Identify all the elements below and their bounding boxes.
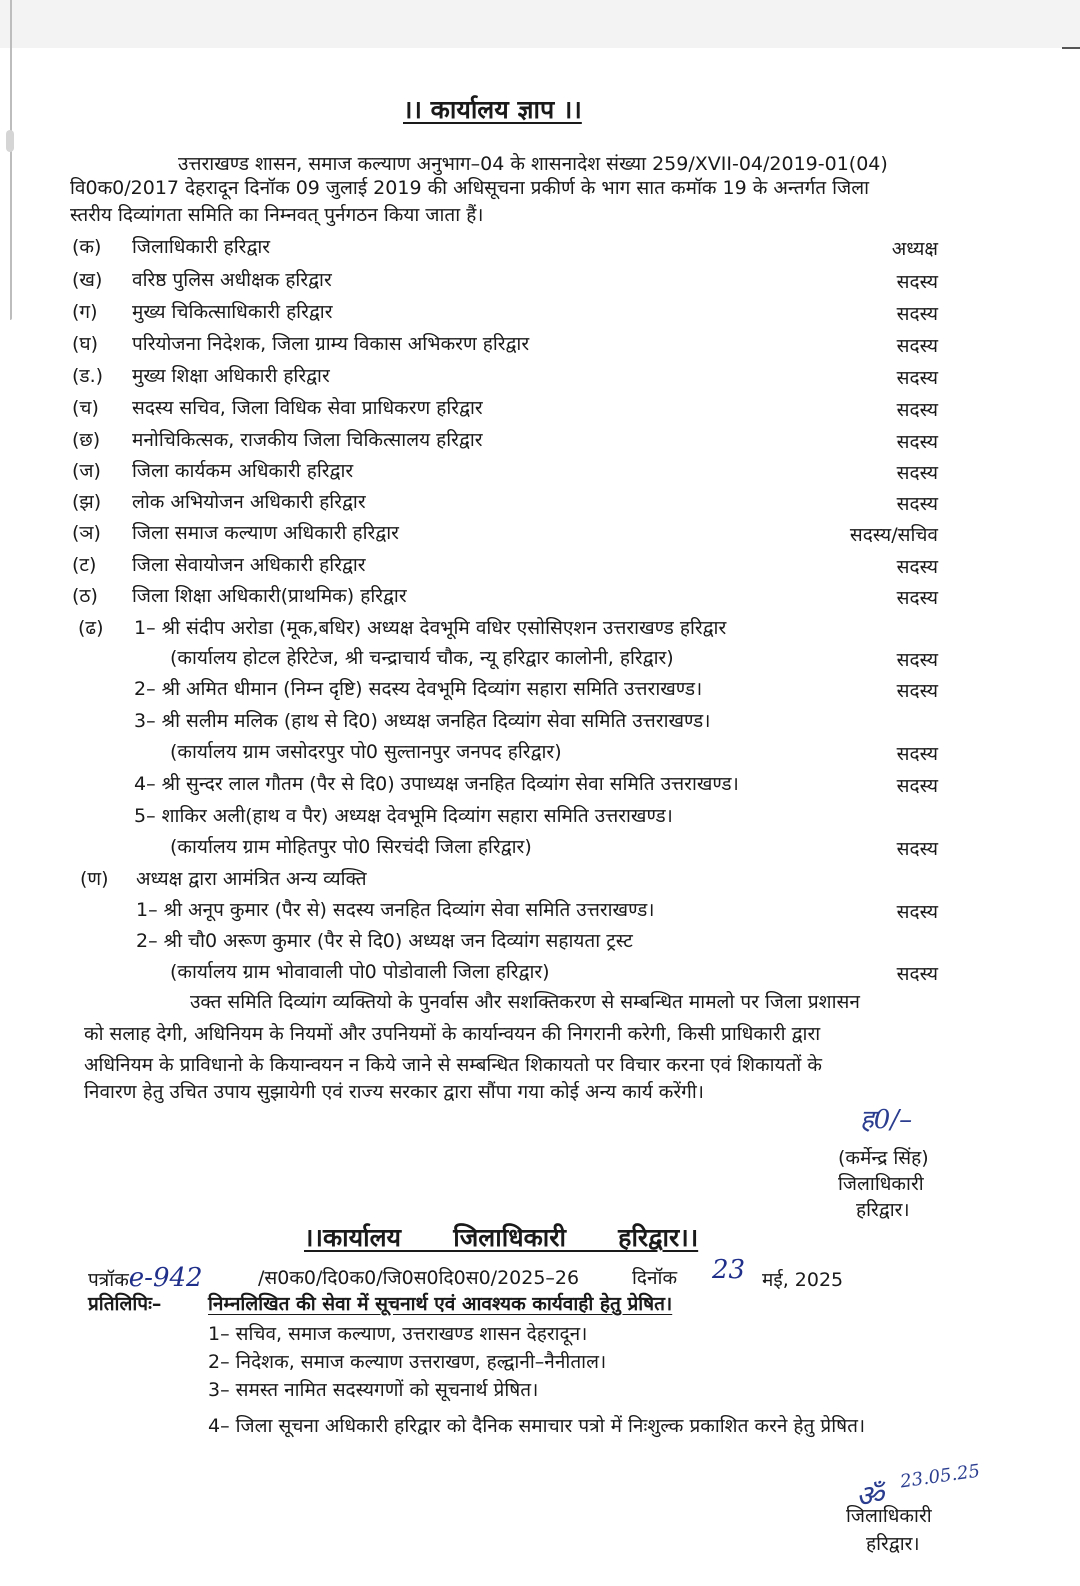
- closing-line-3: अधिनियम के प्राविधानो के कियान्वयन न किये जाने से सम्बन्धित शिकायतो पर विचार करना एवं शिकायतों के: [84, 1054, 822, 1076]
- group-dha-line: (कार्यालय ग्राम मोहितपुर पो0 सिरचंदी जिला हरिद्वार): [170, 836, 532, 858]
- cc-item-3: 3– समस्त नामित सदस्यगणों को सूचनार्थ प्रेषित।: [208, 1379, 539, 1401]
- member-item: मुख्य शिक्षा अधिकारी हरिद्वार: [132, 365, 330, 387]
- member-item: सदस्य सचिव, जिला विधिक सेवा प्राधिकरण हरिद्वार: [132, 397, 483, 419]
- member-item: मनोचिकित्सक, राजकीय जिला चिकित्सालय हरिद्वार: [132, 429, 483, 451]
- date-label: दिनॉक: [632, 1267, 678, 1289]
- member-role: सदस्य: [896, 838, 938, 860]
- group-dha-line: (कार्यालय ग्राम जसोदरपुर पो0 सुल्तानपुर जनपद हरिद्वार): [170, 741, 562, 763]
- item-marker: (ज): [72, 460, 101, 482]
- member-role: सदस्य: [896, 335, 938, 357]
- closing-line-4: निवारण हेतु उचित उपाय सुझायेगी एवं राज्य सरकार द्वारा सौंपा गया कोई अन्य कार्य करेंगी।: [84, 1081, 704, 1103]
- member-role: सदस्य: [896, 399, 938, 421]
- left-page-edge: [10, 0, 12, 320]
- cc-item-2: 2– निदेशक, समाज कल्याण उत्तराखण, हल्द्वानी–नैनीताल।: [208, 1351, 607, 1373]
- member-role: सदस्य: [896, 431, 938, 453]
- item-marker: (घ): [72, 333, 99, 355]
- member-role: सदस्य: [896, 901, 938, 923]
- member-role: सदस्य/सचिव: [849, 524, 938, 546]
- closing-line-2: को सलाह देगी, अधिनियम के नियमों और उपनियमों के कार्यान्वयन की निगरानी करेगी, किसी प्राधिकारी द्वारा: [84, 1023, 821, 1045]
- member-item: जिला सेवायोजन अधिकारी हरिद्वार: [132, 554, 366, 576]
- group-dha-line: 5– शाकिर अली(हाथ व पैर) अध्यक्ष देवभूमि दिव्यांग सहारा समिति उत्तराखण्ड।: [134, 805, 673, 827]
- member-item: परियोजना निदेशक, जिला ग्राम्य विकास अभिकरण हरिद्वार: [132, 333, 530, 355]
- member-role: सदस्य: [896, 462, 938, 484]
- signatory-designation: जिलाधिकारी: [838, 1173, 924, 1195]
- member-item: लोक अभियोजन अधिकारी हरिद्वार: [132, 491, 366, 513]
- signature-mark: ह0/–: [860, 1105, 913, 1135]
- member-role: सदस्य: [896, 556, 938, 578]
- item-marker: (च): [72, 397, 99, 419]
- date-day-handwritten: 23: [712, 1255, 746, 1285]
- member-item: जिला समाज कल्याण अधिकारी हरिद्वार: [132, 522, 399, 544]
- group-na-line: 1– श्री अनूप कुमार (पैर से) सदस्य जनहित दिव्यांग सेवा समिति उत्तराखण्ड।: [136, 899, 655, 921]
- group-dha-line: (कार्यालय होटल हेरिटेज, श्री चन्द्राचार्य चौक, न्यू हरिद्वार कालोनी, हरिद्वार): [170, 647, 674, 669]
- group-dha-line: 4– श्री सुन्दर लाल गौतम (पैर से दि0) उपाध्यक्ष जनहित दिव्यांग सेवा समिति उत्तराखण्ड।: [134, 773, 739, 795]
- letter-prefix: पत्रॉक: [88, 1269, 129, 1291]
- member-item: जिला कार्यकम अधिकारी हरिद्वार: [132, 460, 354, 482]
- member-role: अध्यक्ष: [891, 238, 938, 260]
- item-marker: (छ): [72, 429, 101, 451]
- signatory-place: हरिद्वार।: [856, 1199, 910, 1221]
- item-marker: (ठ): [72, 585, 98, 607]
- signature-date-handwritten: 23.05.25: [898, 1460, 982, 1493]
- group-dha-line: 2– श्री अमित धीमान (निम्न दृष्टि) सदस्य देवभूमि दिव्यांग सहारा समिति उत्तराखण्ड।: [134, 678, 703, 700]
- letter-reference: /स0क0/दि0क0/जि0स0दि0स0/2025–26: [258, 1267, 580, 1289]
- date-month-year: मई, 2025: [762, 1269, 844, 1291]
- letter-number-row: [88, 1263, 203, 1293]
- member-role: सदस्य: [896, 743, 938, 765]
- member-item: मुख्य चिकित्साधिकारी हरिद्वार: [132, 301, 333, 323]
- cc-heading: निम्नलिखित की सेवा में सूचनार्थ एवं आवश्यक कार्यवाही हेतु प्रेषित।: [208, 1293, 673, 1315]
- viewer-top-bar: [0, 0, 1080, 48]
- cc-item-1: 1– सचिव, समाज कल्याण, उत्तराखण्ड शासन देहरादून।: [208, 1323, 588, 1345]
- memo-intro-line-2: वि0क0/2017 देहरादून दिनॉक 09 जुलाई 2019 की अधिसूचना प्रकीर्ण के भाग सात कमॉक 19 के अन्तर्गत जिला: [70, 177, 869, 199]
- group-dha-line: 1– श्री संदीप अरोडा (मूक,बधिर) अध्यक्ष देवभूमि वधिर एसोसिएशन उत्तराखण्ड हरिद्वार: [134, 617, 727, 639]
- item-marker: (ख): [72, 269, 103, 291]
- office-signatory-place: हरिद्वार।: [866, 1533, 920, 1555]
- item-marker: (ड.): [72, 365, 104, 387]
- left-edge-knob: [6, 130, 14, 152]
- member-role: सदस्य: [896, 303, 938, 325]
- cc-item-4: 4– जिला सूचना अधिकारी हरिद्वार को दैनिक समाचार पत्रो में निःशुल्क प्रकाशित करने हेतु प्रेषित।: [208, 1415, 866, 1437]
- member-role: सदस्य: [896, 271, 938, 293]
- member-role: सदस्य: [896, 367, 938, 389]
- member-role: सदस्य: [896, 775, 938, 797]
- memo-intro-line-3: स्तरीय दिव्यांगता समिति का निम्नवत् पुर्नगठन किया जाता हैं।: [70, 204, 484, 226]
- member-role: सदस्य: [896, 493, 938, 515]
- item-marker: (ञ): [72, 522, 101, 544]
- group-na-heading: अध्यक्ष द्वारा आमंत्रित अन्य व्यक्ति: [136, 868, 367, 890]
- item-marker: (ट): [72, 554, 97, 576]
- office-title: ।।कार्यालय जिलाधिकारी हरिद्वार।।: [304, 1223, 699, 1252]
- group-marker: (ढ): [78, 617, 104, 639]
- signatory-name: (कर्मेन्द्र सिंह): [838, 1147, 929, 1169]
- member-item: जिलाधिकारी हरिद्वार: [132, 236, 271, 258]
- group-na-line: (कार्यालय ग्राम भोवावाली पो0 पोडोवाली जिला हरिद्वार): [170, 961, 550, 983]
- group-marker: (ण): [80, 868, 109, 890]
- member-role: सदस्य: [896, 680, 938, 702]
- item-marker: (झ): [72, 491, 102, 513]
- cc-label: प्रतिलिपिः–: [88, 1293, 162, 1315]
- member-role: सदस्य: [896, 649, 938, 671]
- item-marker: (क): [72, 236, 102, 258]
- viewer-top-bar-handle: [1062, 47, 1080, 49]
- memo-intro-line-1: उत्तराखण्ड शासन, समाज कल्याण अनुभाग–04 के शासनादेश संख्या 259/XVII-04/2019-01(04): [178, 153, 888, 175]
- member-role: सदस्य: [896, 963, 938, 985]
- letter-number-handwritten: e-942: [128, 1263, 203, 1293]
- item-marker: (ग): [72, 301, 98, 323]
- group-dha-line: 3– श्री सलीम मलिक (हाथ से दि0) अध्यक्ष जनहित दिव्यांग सेवा समिति उत्तराखण्ड।: [134, 710, 711, 732]
- member-item: जिला शिक्षा अधिकारी(प्राथमिक) हरिद्वार: [132, 585, 407, 607]
- memo-title: ।। कार्यालय ज्ञाप ।।: [403, 95, 582, 124]
- signature-initial-mark: ॐ: [856, 1479, 884, 1514]
- group-na-line: 2– श्री चौ0 अरूण कुमार (पैर से दि0) अध्यक्ष जन दिव्यांग सहायता ट्रस्ट: [136, 930, 633, 952]
- office-signatory-designation: जिलाधिकारी: [846, 1505, 932, 1527]
- closing-line-1: उक्त समिति दिव्यांग व्यक्तियो के पुनर्वास और सशक्तिकरण से सम्बन्धित मामलो पर जिला प्रशासन: [190, 991, 860, 1013]
- member-item: वरिष्ठ पुलिस अधीक्षक हरिद्वार: [132, 269, 332, 291]
- member-role: सदस्य: [896, 587, 938, 609]
